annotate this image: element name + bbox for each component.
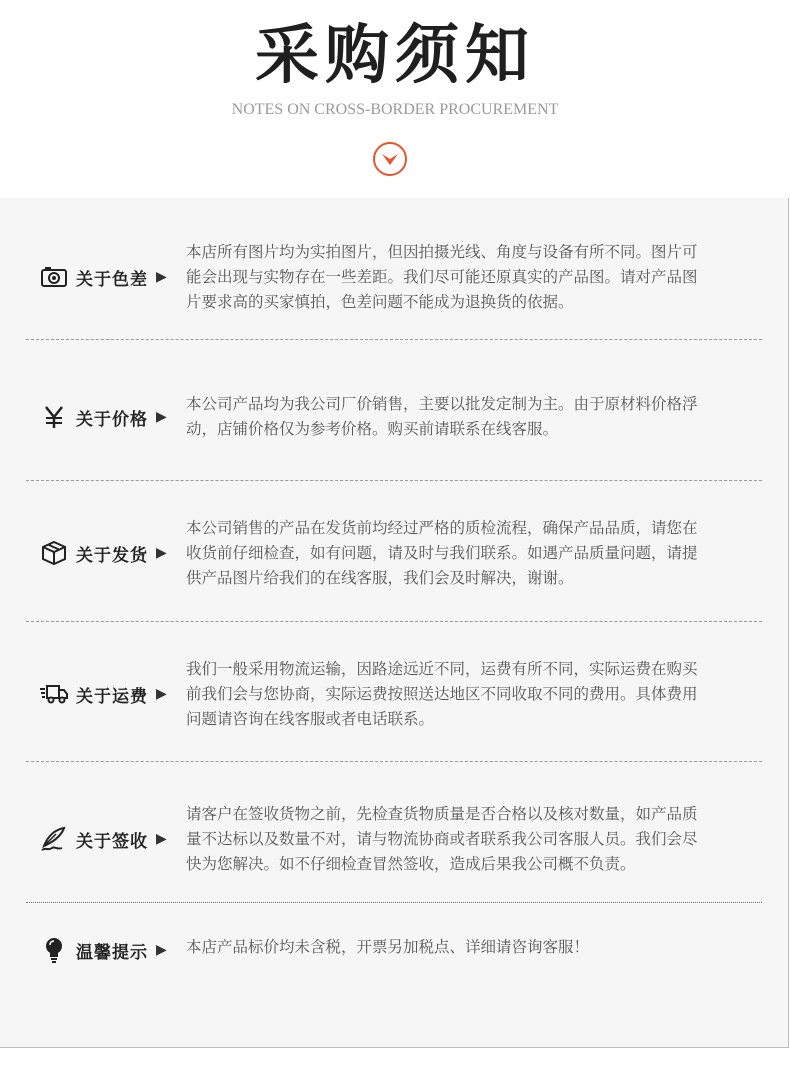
divider [26,339,762,340]
arrow-right-icon: ▶ [156,831,167,847]
lightbulb-icon [40,936,68,964]
text-line: 收货前仔细检查，如有问题，请及时与我们联系。如遇产品质量问题，请提 [186,544,698,562]
text-line: 本公司产品均为我公司厂价销售，主要以批发定制为主。由于原材料价格浮 [186,395,698,413]
section-text [186,516,746,591]
divider [26,761,762,762]
arrow-right-icon: ▶ [156,409,167,425]
divider [26,902,762,903]
section-title: 关于运费 [76,686,148,707]
text-line: 本店所有图片均为实拍图片，但因拍摄光线、角度与设备有所不同。图片可 [186,243,698,261]
truck-icon [40,680,68,708]
text-line: 量不达标以及数量不对，请与物流协商或者联系我公司客服人员。我们会尽 [186,830,698,848]
arrow-right-icon: ▶ [156,269,167,285]
section-label [40,402,167,432]
divider [26,621,762,622]
text-line: 能会出现与实物存在一些差距。我们尽可能还原真实的产品图。请对产品图 [186,268,698,286]
section-text [186,802,746,877]
arrow-right-icon: ▶ [156,942,167,958]
down-arrow-circle-icon [372,141,408,177]
section-label [40,679,167,709]
header [0,0,790,198]
divider [26,480,762,481]
section-label [40,824,167,854]
text-line: 本店产品标价均未含税，开票另加税点、详细请咨询客服！ [186,938,590,956]
section-title: 关于发货 [76,545,148,566]
signature-pen-icon [40,825,68,853]
box-icon [40,539,68,567]
section-label [40,262,167,292]
arrow-right-icon: ▶ [156,545,167,561]
text-line: 前我们会与您协商，实际运费按照送达地区不同收取不同的费用。具体费用 [186,685,698,703]
camera-icon [40,263,68,291]
section-title: 关于签收 [76,831,148,852]
text-line: 请客户在签收货物之前，先检查货物质量是否合格以及核对数量，如产品质 [186,805,698,823]
page-subtitle: NOTES ON CROSS-BORDER PROCUREMENT [231,101,559,118]
notes-panel [0,198,789,1048]
section-title: 温馨提示 [76,942,148,963]
section-label [40,935,167,965]
section-text [186,392,746,442]
arrow-right-icon: ▶ [156,686,167,702]
section-text [186,935,746,960]
text-line: 供产品图片给我们的在线客服，我们会及时解决，谢谢。 [186,569,574,587]
text-line: 问题请咨询在线客服或者电话联系。 [186,710,435,728]
section-text [186,657,746,732]
text-line: 本公司销售的产品在发货前均经过严格的质检流程，确保产品品质，请您在 [186,519,698,537]
yen-icon [40,403,68,431]
text-line: 快为您解决。如不仔细检查冒然签收，造成后果我公司概不负责。 [186,855,636,873]
text-line: 片要求高的买家慎拍，色差问题不能成为退换货的依据。 [186,293,574,311]
text-line: 动，店铺价格仅为参考价格。购买前请联系在线客服。 [186,420,559,438]
section-title: 关于色差 [76,269,148,290]
section-title: 关于价格 [76,409,148,430]
text-line: 我们一般采用物流运输，因路途远近不同，运费有所不同，实际运费在购买 [186,660,698,678]
page-title: 采购须知 [255,19,535,93]
section-label [40,538,167,568]
section-text [186,240,746,315]
